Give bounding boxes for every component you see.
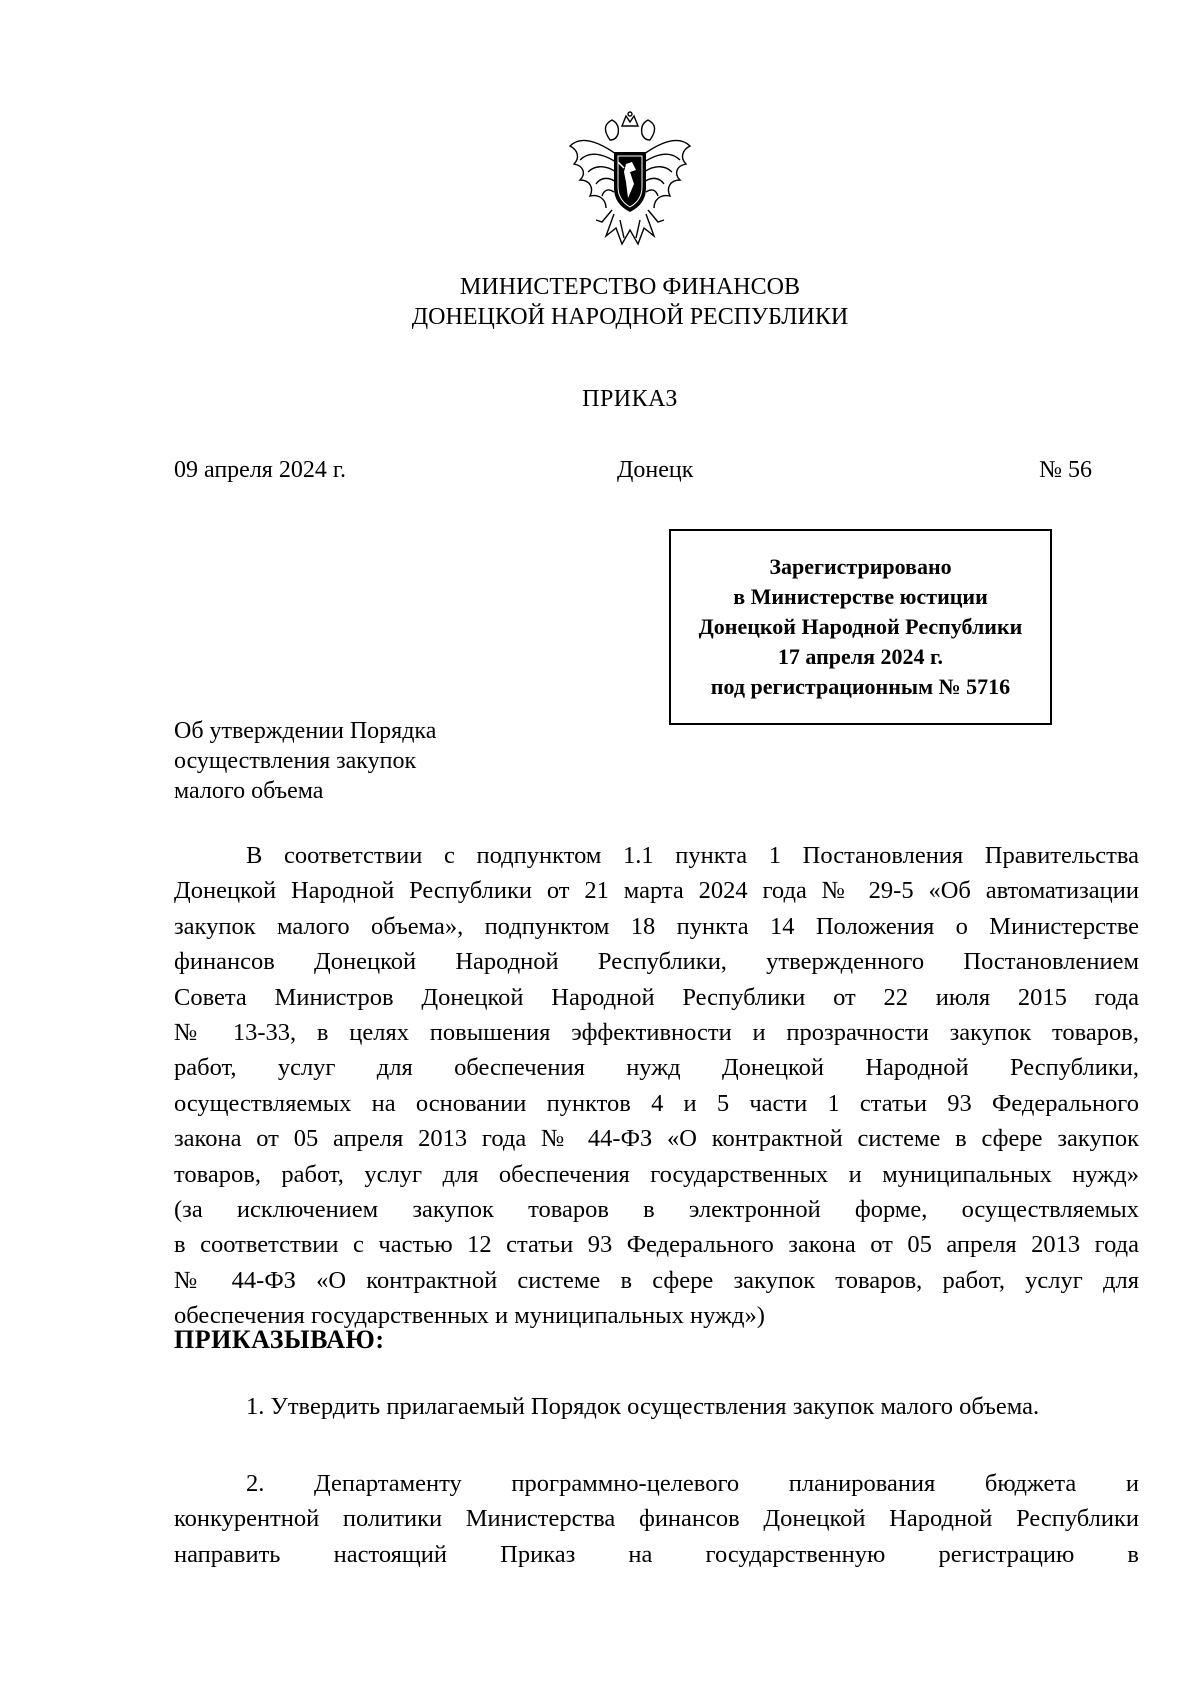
- document-number: № 56: [1039, 457, 1092, 483]
- coat-of-arms-emblem: [566, 110, 694, 252]
- preamble-line: закупок малого объема», подпунктом 18 пункта 14 Положения о Министерстве: [174, 912, 1139, 940]
- preamble-line: Донецкой Народной Республики от 21 марта 2024 года № 29-5 «Об автоматизации: [174, 877, 1139, 905]
- ministry-name-line1: МИНИСТЕРСТВО ФИНАНСОВ: [460, 274, 800, 300]
- order-item-2: [174, 1466, 1139, 1572]
- preamble-line: В соответствии с подпунктом 1.1 пункта 1 Постановления Правительства: [246, 842, 1139, 869]
- order-heading: ПРИКАЗЫВАЮ:: [174, 1325, 385, 1354]
- ministry-name: [300, 272, 960, 332]
- registration-stamp-line2: в Министерстве юстиции: [733, 584, 988, 609]
- registration-stamp-line4: 17 апреля 2024 г.: [777, 644, 944, 669]
- subject-line1: Об утверждении Порядка: [174, 718, 437, 744]
- ministry-name-line2: ДОНЕЦКОЙ НАРОДНОЙ РЕСПУБЛИКИ: [411, 304, 849, 330]
- preamble-line: (за исключением закупок товаров в электронной форме, осуществляемых: [174, 1195, 1139, 1223]
- document-type-title: ПРИКАЗ: [582, 386, 678, 412]
- registration-stamp-line1: Зарегистрировано: [769, 554, 952, 579]
- preamble-line: Совета Министров Донецкой Народной Республики от 22 июля 2015 года: [174, 983, 1139, 1011]
- preamble-paragraph: [174, 838, 1139, 1333]
- preamble-line: осуществляемых на основании пунктов 4 и 5 части 1 статьи 93 Федерального: [174, 1089, 1139, 1117]
- preamble-line: обеспечения государственных и муниципальных нужд»): [174, 1302, 765, 1330]
- order-item-2-line: конкурентной политики Министерства финансов Донецкой Народной Республики: [174, 1505, 1139, 1533]
- document-date: 09 апреля 2024 г.: [174, 457, 346, 483]
- registration-stamp-line3: Донецкой Народной Республики: [698, 614, 1023, 639]
- order-item-1: 1. Утвердить прилагаемый Порядок осуществления закупок малого объема.: [246, 1393, 1040, 1420]
- preamble-line: работ, услуг для обеспечения нужд Донецкой Народной Республики,: [174, 1054, 1139, 1082]
- registration-stamp-line5: под регистрационным № 5716: [710, 674, 1011, 699]
- preamble-line: финансов Донецкой Народной Республики, утвержденного Постановлением: [174, 948, 1139, 976]
- order-item-2-line: направить настоящий Приказ на государственную регистрацию в: [174, 1540, 1139, 1568]
- preamble-line: № 13-33, в целях повышения эффективности и прозрачности закупок товаров,: [174, 1018, 1139, 1046]
- preamble-line: товаров, работ, услуг для обеспечения государственных и муниципальных нужд»: [174, 1160, 1139, 1188]
- order-item-2-line: 2. Департаменту программно-целевого планирования бюджета и: [246, 1470, 1139, 1497]
- document-subject: [174, 716, 436, 806]
- preamble-line: закона от 05 апреля 2013 года № 44-ФЗ «О контрактной системе в сфере закупок: [174, 1125, 1139, 1153]
- subject-line3: малого объема: [174, 778, 324, 804]
- registration-stamp: [669, 529, 1052, 725]
- document-city: Донецк: [617, 457, 694, 483]
- preamble-line: № 44-ФЗ «О контрактной системе в сфере закупок товаров, работ, услуг для: [174, 1266, 1139, 1294]
- preamble-line: в соответствии с частью 12 статьи 93 Федерального закона от 05 апреля 2013 года: [174, 1231, 1139, 1259]
- subject-line2: осуществления закупок: [174, 748, 417, 774]
